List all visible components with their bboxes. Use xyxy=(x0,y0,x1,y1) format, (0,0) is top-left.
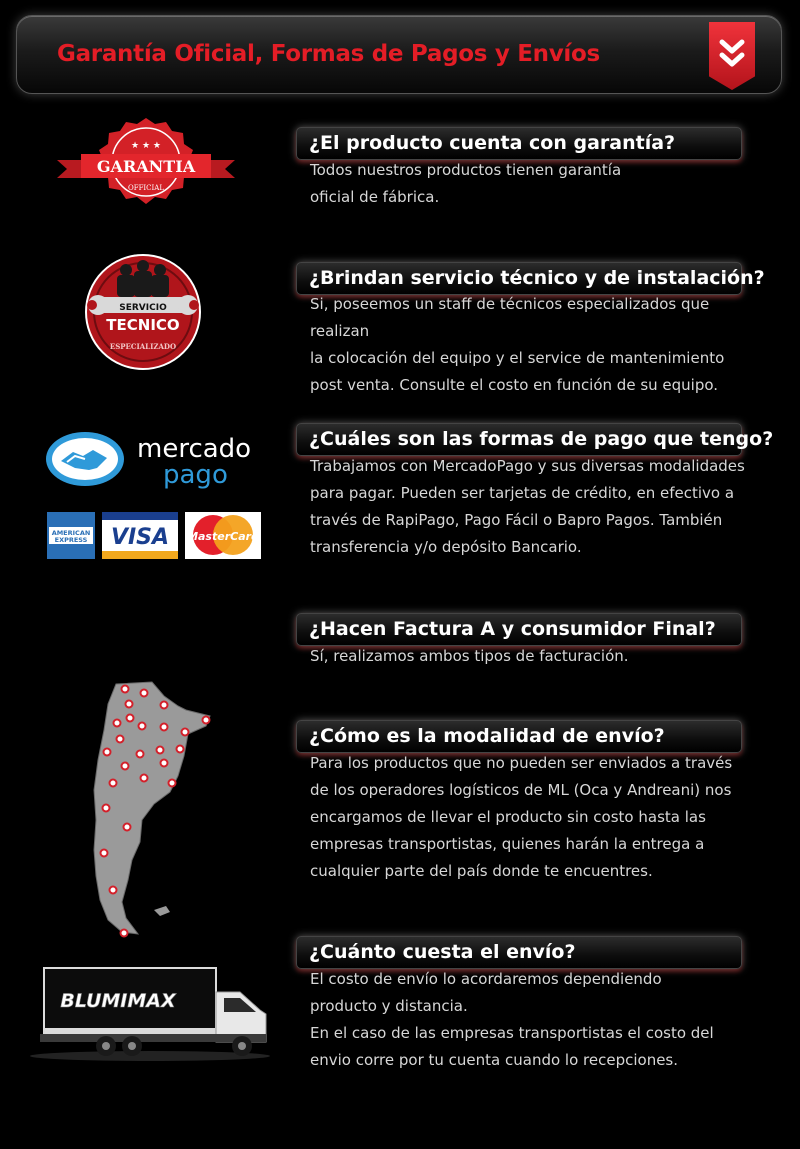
ribbon-badge xyxy=(709,22,755,90)
answer-line: encargamos de llevar el producto sin costo hasta las xyxy=(310,808,706,826)
question-envio: ¿Cómo es la modalidad de envío? xyxy=(309,725,665,747)
oficial-text: OFFICIAL xyxy=(127,184,165,192)
answer-line: El costo de envío lo acordaremos dependiendo xyxy=(310,970,662,988)
pago-text: pago xyxy=(163,460,228,490)
servicio-text: SERVICIO xyxy=(119,303,167,313)
answer-garantia xyxy=(310,157,750,211)
servicio-tecnico-seal xyxy=(84,253,202,371)
question-servicio: ¿Brindan servicio técnico y de instalación? xyxy=(309,267,765,289)
visa-card-icon xyxy=(102,512,178,559)
amex-card-icon xyxy=(47,512,95,559)
answer-line: empresas transportistas, quienes harán la entrega a xyxy=(310,835,705,853)
mastercard-icon xyxy=(185,512,261,559)
question-bar-factura xyxy=(296,613,742,646)
svg-text:EXPRESS: EXPRESS xyxy=(54,536,88,544)
answer-line: Si, poseemos un staff de técnicos especializados que realizan xyxy=(310,295,710,340)
blumimax-truck xyxy=(28,966,272,1062)
answer-line: la colocación del equipo y el service de mantenimiento xyxy=(310,349,725,367)
argentina-map xyxy=(82,680,214,938)
answer-line: envio corre por tu cuenta cuando lo recepciones. xyxy=(310,1051,679,1069)
question-bar-envio xyxy=(296,720,742,753)
question-factura: ¿Hacen Factura A y consumidor Final? xyxy=(309,618,716,640)
answer-line: para pagar. Pueden ser tarjetas de crédito, en efectivo a xyxy=(310,484,735,502)
answer-line: En el caso de las empresas transportistas el costo del xyxy=(310,1024,714,1042)
mercado-text: mercado xyxy=(137,434,252,464)
answer-servicio xyxy=(310,291,750,399)
answer-line: de los operadores logísticos de ML (Oca y Andreani) nos xyxy=(310,781,732,799)
garantia-oficial-seal xyxy=(55,116,237,216)
page-title: Garantía Oficial, Formas de Pagos y Envíos xyxy=(57,41,600,67)
svg-text:MasterCard: MasterCard xyxy=(187,530,259,543)
question-bar-garantia xyxy=(296,127,742,160)
header-banner xyxy=(16,15,782,94)
answer-line: Para los productos que no pueden ser enviados a través xyxy=(310,754,733,772)
answer-pagos xyxy=(310,453,750,561)
question-bar-costo xyxy=(296,936,742,969)
mercadopago-logo xyxy=(45,428,267,490)
especializado-text: ESPECIALIZADO xyxy=(109,342,177,351)
tecnico-text: TECNICO xyxy=(106,316,180,334)
question-costo: ¿Cuánto cuesta el envío? xyxy=(309,941,576,963)
svg-text:VISA: VISA xyxy=(110,525,170,550)
answer-line: través de RapiPago, Pago Fácil o Bapro Pagos. También xyxy=(310,511,723,529)
question-pagos: ¿Cuáles son las formas de pago que tengo? xyxy=(309,428,774,450)
truck-brand-text: BLUMIMAX xyxy=(60,990,176,1012)
svg-text:★ ★ ★: ★ ★ ★ xyxy=(131,141,161,151)
answer-line: post venta. Consulte el costo en función de su equipo. xyxy=(310,376,719,394)
question-bar-pagos xyxy=(296,423,774,456)
garantia-text: GARANTIA xyxy=(96,157,196,176)
answer-costo xyxy=(310,966,750,1074)
answer-line: transferencia y/o depósito Bancario. xyxy=(310,538,582,556)
double-chevron-down-icon xyxy=(718,38,746,70)
question-garantia: ¿El producto cuenta con garantía? xyxy=(309,132,676,154)
answer-line: Todos nuestros productos tienen garantía xyxy=(310,161,622,179)
answer-envio xyxy=(310,750,750,885)
answer-factura xyxy=(310,643,750,670)
answer-line: Sí, realizamos ambos tipos de facturación. xyxy=(310,647,629,665)
answer-line: Trabajamos con MercadoPago y sus diversas modalidades xyxy=(310,457,745,475)
answer-line: cualquier parte del país donde te encuentres. xyxy=(310,862,653,880)
answer-line: producto y distancia. xyxy=(310,997,468,1015)
svg-text:AMERICAN: AMERICAN xyxy=(51,529,91,537)
answer-line: oficial de fábrica. xyxy=(310,188,440,206)
